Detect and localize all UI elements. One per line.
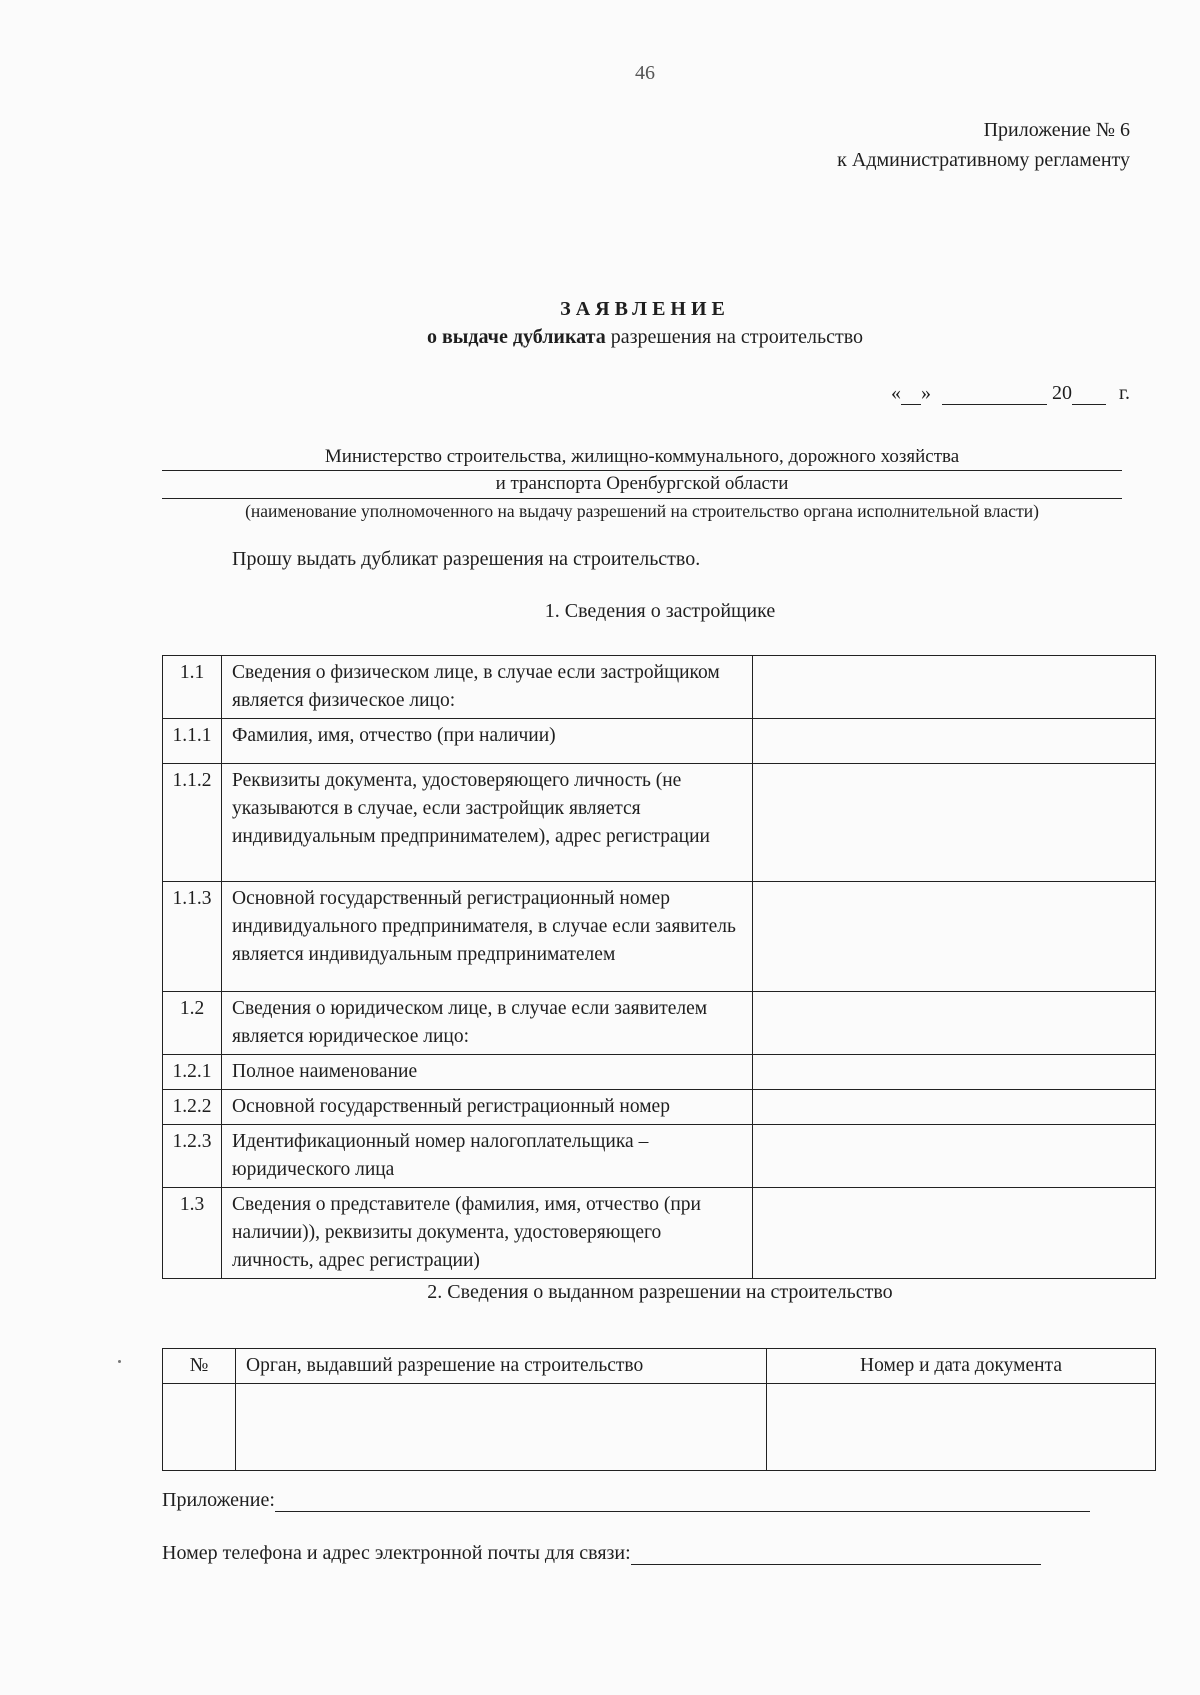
table-row bbox=[163, 764, 1156, 882]
row-label: Сведения о юридическом лице, в случае если заявителем является юридическое лицо: bbox=[222, 992, 753, 1055]
appendix-header bbox=[837, 115, 1130, 175]
table-row bbox=[163, 882, 1156, 992]
developer-info-table bbox=[162, 655, 1156, 1279]
table-row bbox=[163, 656, 1156, 719]
row-value-field[interactable] bbox=[753, 992, 1156, 1055]
table-row bbox=[163, 1055, 1156, 1090]
row-number: 1.3 bbox=[163, 1188, 222, 1279]
row-label: Основной государственный регистрационный номер bbox=[222, 1090, 753, 1125]
table-row bbox=[163, 1384, 1156, 1471]
date-open-quote: « bbox=[891, 382, 902, 404]
row-value-field[interactable] bbox=[753, 656, 1156, 719]
row-value-field[interactable] bbox=[753, 1090, 1156, 1125]
appendix-line-2: к Административному регламенту bbox=[837, 149, 1130, 171]
attachment-line bbox=[162, 1489, 1090, 1512]
column-header-authority: Орган, выдавший разрешение на строительство bbox=[236, 1349, 767, 1384]
day-field[interactable] bbox=[901, 404, 921, 405]
attachment-field[interactable] bbox=[275, 1511, 1090, 1512]
row-number: 1.2 bbox=[163, 992, 222, 1055]
row-label: Реквизиты документа, удостоверяющего личность (не указываются в случае, если застройщик является индивидуальным предпринимателем), адрес регистрации bbox=[222, 764, 753, 882]
subtitle-rest: разрешения на строительство bbox=[605, 326, 864, 348]
issued-permit-table bbox=[162, 1348, 1156, 1471]
organization-underline-2 bbox=[162, 498, 1122, 499]
row-label: Сведения о представителе (фамилия, имя, отчество (при наличии)), реквизиты документа, удостоверяющего личность, адрес регистрации) bbox=[222, 1188, 753, 1279]
year-suffix: г. bbox=[1119, 382, 1130, 404]
organization-caption: (наименование уполномоченного на выдачу разрешений на строительство органа исполнительной власти) bbox=[245, 501, 1039, 521]
subtitle-bold: о выдаче дубликата bbox=[426, 326, 606, 348]
organization-line-2: и транспорта Оренбургской области bbox=[495, 473, 789, 494]
row-label: Идентификационный номер налогоплательщика – юридического лица bbox=[222, 1125, 753, 1188]
table-row bbox=[163, 1090, 1156, 1125]
row-label: Полное наименование bbox=[222, 1055, 753, 1090]
row-number: 1.2.1 bbox=[163, 1055, 222, 1090]
appendix-line-1: Приложение № 6 bbox=[983, 119, 1130, 141]
organization-line-1: Министерство строительства, жилищно-коммунального, дорожного хозяйства bbox=[324, 446, 960, 467]
table-row bbox=[163, 992, 1156, 1055]
table-row bbox=[163, 1188, 1156, 1279]
table-header-row bbox=[163, 1349, 1156, 1384]
row-value-field[interactable] bbox=[753, 764, 1156, 882]
attachment-label: Приложение: bbox=[162, 1489, 275, 1511]
year-prefix: 20 bbox=[1052, 382, 1073, 404]
row-number: 1.1 bbox=[163, 656, 222, 719]
table-row bbox=[163, 719, 1156, 764]
month-field[interactable] bbox=[942, 404, 1047, 405]
section-1-title: 1. Сведения о застройщике bbox=[544, 600, 776, 622]
section-2-title: 2. Сведения о выданном разрешении на строительство bbox=[427, 1281, 893, 1303]
date-close-quote: » bbox=[921, 382, 932, 404]
row-number: 1.1.3 bbox=[163, 882, 222, 992]
column-header-document: Номер и дата документа bbox=[767, 1349, 1156, 1384]
row-number: 1.1.1 bbox=[163, 719, 222, 764]
request-text: Прошу выдать дубликат разрешения на строительство. bbox=[232, 548, 701, 570]
row-value-field[interactable] bbox=[753, 882, 1156, 992]
row-label: Основной государственный регистрационный номер индивидуального предпринимателя, в случае если заявитель является индивидуальным предпринимателем bbox=[222, 882, 753, 992]
contact-line bbox=[162, 1542, 1041, 1565]
document-field[interactable] bbox=[767, 1384, 1156, 1471]
row-value-field[interactable] bbox=[753, 1055, 1156, 1090]
contact-field[interactable] bbox=[631, 1564, 1041, 1565]
row-number: 1.1.2 bbox=[163, 764, 222, 882]
date-line bbox=[891, 382, 1130, 405]
row-label: Сведения о физическом лице, в случае если застройщиком является физическое лицо: bbox=[222, 656, 753, 719]
column-header-number: № bbox=[163, 1349, 236, 1384]
page-number: 46 bbox=[635, 62, 655, 84]
table-row bbox=[163, 1125, 1156, 1188]
year-field[interactable] bbox=[1072, 404, 1106, 405]
row-label: Фамилия, имя, отчество (при наличии) bbox=[222, 719, 753, 764]
row-number: 1.2.3 bbox=[163, 1125, 222, 1188]
authority-field[interactable] bbox=[236, 1384, 767, 1471]
row-number: 1.2.2 bbox=[163, 1090, 222, 1125]
row-value-field[interactable] bbox=[753, 1125, 1156, 1188]
scan-speck bbox=[118, 1360, 121, 1363]
row-value-field[interactable] bbox=[753, 1188, 1156, 1279]
number-field[interactable] bbox=[163, 1384, 236, 1471]
row-value-field[interactable] bbox=[753, 719, 1156, 764]
organization-underline-1 bbox=[162, 470, 1122, 471]
contact-label: Номер телефона и адрес электронной почты для связи: bbox=[162, 1542, 631, 1564]
document-subtitle bbox=[0, 326, 1200, 349]
document-title: ЗАЯВЛЕНИЕ bbox=[560, 298, 730, 320]
